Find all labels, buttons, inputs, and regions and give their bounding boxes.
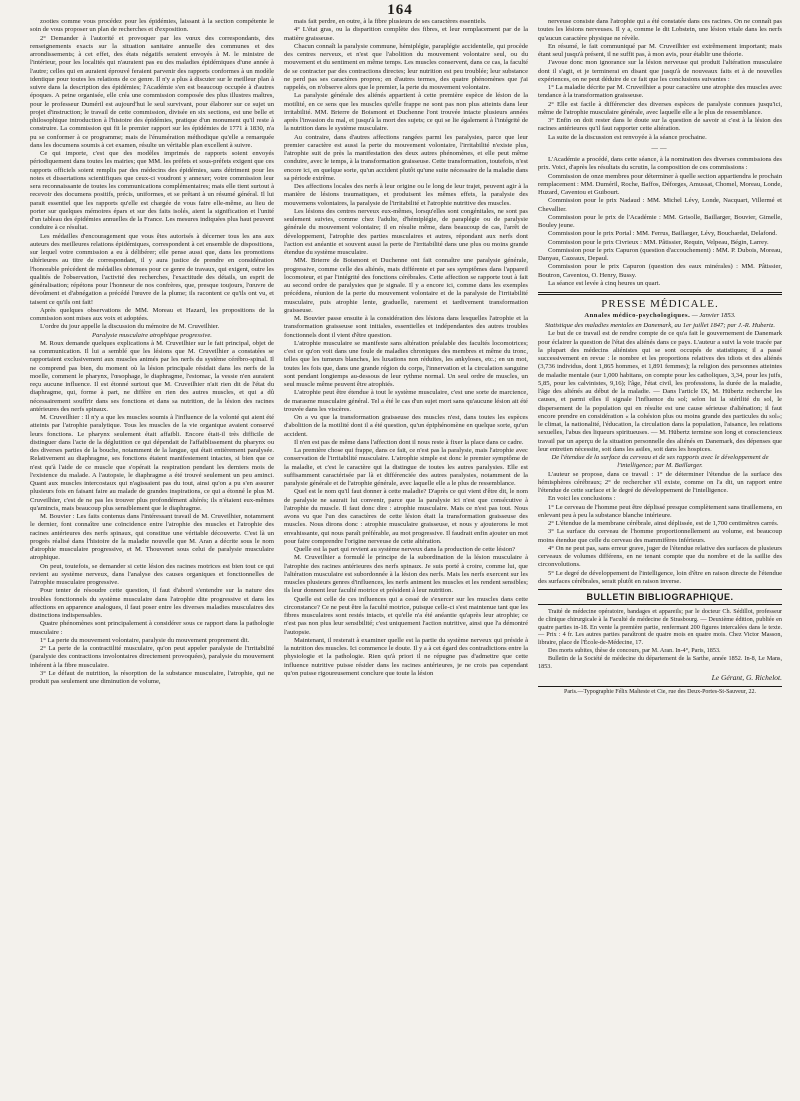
paragraph: Des morts subites, thèse de concours, par M. Aran. In-4°, Paris, 1853. xyxy=(548,646,721,654)
page-number: 164 xyxy=(387,2,413,18)
paragraph: 1° La perte du mouvement volontaire, paralysie du mouvement proprement dit. xyxy=(40,636,250,644)
press-source xyxy=(538,312,782,320)
paragraph: L'ordre du jour appelle la discussion du mémoire de M. Cruveilhier. xyxy=(40,323,220,331)
paragraph: J'avoue donc mon ignorance sur la lésion nerveuse qui produit l'altération musculaire dont il s'agit, et je terminerai en disant que jusqu'à de nouveaux faits et à de nouvelles expériences, on ne peut déduire de ce fait que les conclusions suivantes : xyxy=(538,59,782,83)
paragraph: L'Académie a procédé, dans cette séance, à la nomination des diverses commissions des prix. Voici, d'après les résultats du scrutin, la composition de ces commissions : xyxy=(538,156,782,172)
paragraph: 3° La surface du cerveau de l'homme proportionnellement au volume, est beaucoup moins étendue que celle du cerveau des mammifères inférieurs. xyxy=(538,528,782,544)
bibliography-list xyxy=(538,608,782,670)
paragraph: Quelle est la part qui revient au système nerveux dans la production de cette lésion? xyxy=(294,546,516,553)
paragraph: 2° Elle est facile à différencier des diverses espèces de paralysie connues jusqu'ici, même de l'atrophie musculaire générale, avec laquelle elle a le plus de ressemblance. xyxy=(538,100,782,116)
paragraph: Les médailles d'encouragement que vous êtes autorisés à décerner tous les ans aux auteurs des meilleures relations épidémiques, correspondent à cet ensemble de dispositions, sur lequel votre commission a eu à délibérer; elle pense aussi que, dans les promotions ultérieures au titre de correspondant, il y aura justice de prendre en considération l'honorable précédent de médailles obtenues pour ce genre de travaux, qui exigent, outre les qualités de l'observation, l'activité des recherches, l'exactitude des détails, un esprit de généralisation; répétons pour l'honneur de nos confrères, que, presque toujours, l'œuvre de dévoûment et d'abnégation a précédé l'œuvre de la plume; ils racontent ce qu'ils ont vu, et taisent ce qu'ils ont fait! xyxy=(30,232,274,306)
paragraph: L'atrophie musculaire se manifeste sans altération préalable des facultés locomotrices; c'est ce qu'on voit dans une foule de maladies chroniques des membres et même du tronc, telles que les tumeurs blanches, les luxations non réduites, les ankyloses, etc.; en un mot, toutes les fois que, dans une grande région du corps, l'innervation et la circulation sanguine sont pendant longtemps au-dessous de leur rythme normal. Un seul ordre de muscles, un seul muscle même peuvent être atrophiés. xyxy=(284,339,528,388)
paragraph: Commission pour le prix Capuron (question d'accouchement) : MM. P. Dubois, Moreau, Danyau, Cazeaux, Depaul. xyxy=(538,246,782,262)
paragraph: Bulletin de la Société de médecine du département de la Sarthe, année 1852. In-8, Le Mans, 1853. xyxy=(538,654,782,670)
paragraph: La paralysie générale des aliénés appartient à cette première espèce de lésion de la motilité, en ce sens que les muscles qu'elle frappe ne sont pas non plus atteints dans leur irritabilité. MM. Brierre de Boismont et Duchenne l'ont trouvée intacte plusieurs années après l'invasion du mal, et jusqu'à la mort des sujets; ce qui se lie également à l'intégrité de la nutrition dans le système musculaire. xyxy=(284,92,528,133)
paragraph: nerveuse consiste dans l'atrophie qui a été constatée dans ces racines. On ne connaît pas toutes les lésions nerveuses. Il y a, comme le dit Lobstein, une lésion vitale dans les nerfs qu'aucun caractère physique ne révèle. xyxy=(538,18,782,42)
paragraph: En voici les conclusions : xyxy=(548,495,616,503)
signature: Le Gérant, G. Richelot. xyxy=(711,673,782,683)
paragraph: Le but de ce travail est de rendre compte de ce qu'a fait le gouvernement de Danemark pour éclairer la question de l'état des aliénés dans ce pays. L'auteur a suivi la voie tracée par la plupart des médecins aliénistes qui se sont occupés de statistiques; il a passé successivement en revue : le nombre et les proportions relatives des idiots et des aliénés (3,736 individus, dont 1,865 hommes, et 1,891 femmes); la religion des personnes atteintes de maladie mentale (sur 1,000 habitans, on compte pour les catholiques, 3,34, pour les juifs, 5,85, pour les calvinistes, 9,16); l'âge, l'état civil, les professions, la durée de la maladie, l'âge des aliénés au début de la maladie. — Dans l'article IX, M. Hübertz recherche les causes, et parmi elles il signale l'influence du sol; selon lui la stérilité du sol, le dispersement de la population qui en résulte est une cause sérieuse d'aliénation; il faut encore prendre en considération « la cohésion plus ou moins grande des particules du sol»; le climat, la nationalité, l'éducation, la circulation dans la population, l'aisance, les relations sexuelles, l'abus des liqueurs spiritueuses. — M. Hübertz termine son long et consciencieux travail par un aperçu de la situation personnelle des aliénés en Danemark, des dépenses que leur entretien nécessite, soit dans les asiles, soit dans les hospices. xyxy=(538,330,782,453)
paragraph: Quatre phénomènes sont principalement à considérer sous ce rapport dans la pathologie musculaire : xyxy=(30,620,274,636)
paragraph: mais fait perdre, en outre, à la fibre plusieurs de ses caractères essentiels. xyxy=(294,18,487,25)
column-1 xyxy=(30,18,274,1093)
paragraph: 4° On ne peut pas, sans erreur grave, juger de l'étendue relative des surfaces de plusieurs cerveaux de volumes différens, en ne tenant compte que du nombre et de la saillie des circonvolutions. xyxy=(538,544,782,569)
paragraph: 2° L'étendue de la membrane cérébrale, ainsi déplissée, est de 1,700 centimètres carrés. xyxy=(548,520,779,527)
paragraph: M. Bouvier : Les faits contenus dans l'intéressant travail de M. Cruveilhier, notamment le dernier, font connaître une coïncidence entre l'atrophie des muscles et l'atrophie des racines antérieures des nerfs spinaux, qui constitue une véritable découverte. C'est là un progrès réalisé dans l'histoire de la maladie nouvelle que M. Aran a décrite sous le nom d'atrophie musculaire progressive, et M. Thouvenet sous celui de paralysie musculaire atrophique. xyxy=(30,513,274,562)
printer-line: Paris.—Typographie Félix Malteste et Cie, rue des Deux-Portes-St-Sauveur, 22. xyxy=(538,686,782,696)
paragraph: Ce qui importe, c'est que des modèles imprimés de rapports soient envoyés périodiquement dans toutes les mairies; que MM. les préfets et sous-préfets exigent que ces rapports officiels soient remplis par des médecins des épidémies, sans détriment pour les notes et dissertations scientifiques que ceux-ci voudront y annexer; votre commission leur sera reconnaissante de toutes les communications complémentaires; mais elle tient surtout à recevoir des documens positifs, précis, uniformes, et se prêtant à un résumé général. Il lui parait essentiel que les rapports qu'elle est chargée de vous faire elle-même, au lieu de porter sur quelques mémoires épars et sur des faits isolés, aient la signification et l'unité d'un tableau des épidémies annuelles de la France. Les mesures indiquées plus haut peuvent conduire à ce résultat. xyxy=(30,150,274,232)
paragraph: Au contraire, dans d'autres affections rangées parmi les paralysies, parce que leur premier caractère est aussi la perte du mouvement volontaire, l'irritabilité n'existe plus, l'atrophie suit de près la manifestation des deux autres phénomènes, et elle peut même conduire, avec le temps, à la transformation graisseuse. Cette transformation, toutefois, n'est encore ici, en quelque sorte, qu'un accident plutôt qu'une suite nécessaire de la maladie dans sa période extrême. xyxy=(284,133,528,182)
press-articles xyxy=(538,322,782,586)
paragraph: Des affections locales des nerfs à leur origine ou le long de leur trajet, peuvent agir à la manière de lésions traumatiques, et produisent les mêmes effets, la paralysie des mouvemens volontaires, la paralysie de l'irritabilité et l'atrophie nutritive des muscles. xyxy=(284,183,528,207)
paragraph: Maintenant, il resterait à examiner quelle est la partie du système nerveux qui préside à la nutrition des muscles. Ici commence le doute. Il y a à cet égard des contradictions entre la physiologie et la pathologie. Rien qu'à priori il ne répugne pas d'admettre que cette influence nutritive puisse résider dans les racines antérieures, je ne crois pas cependant qu'on puisse rigoureusement conclure que toute la lésion xyxy=(284,636,528,677)
paragraph: 1° La maladie décrite par M. Cruveilhier a pour caractère une atrophie des muscles avec tendance à la transformation graisseuse. xyxy=(538,84,782,100)
paragraph: Traité de médecine opératoire, bandages et appareils; par le docteur Ch. Sédillot, professeur de clinique chirurgicale à la Faculté de médecine de Strasbourg. — Deuxième édition, publiée en quatre parties in-18. En vente la première partie, renfermant 200 figures intercalées dans le texte. — Prix : 4 fr. Les autres parties paraîtront de quatre mois en quatre mois. Chez Victor Masson, libraire, place de l'École-de-Médecine, 17. xyxy=(538,608,782,647)
paragraph: M. Roux demande quelques explications à M. Cruveilhier sur le fait principal, objet de sa communication. Il lui a semblé que les lésions que M. Cruveilhier a constatées se rapportaient exclusivement aux muscles animés par les nerfs du système cérébro-spinal. Il ne comprend pas bien, du moment où la lésion principale résidait dans les nerfs de la moelle, comment le pharynx, l'œsophage, le diaphragme, l'estomac, la vessie n'en auraient reçu aucune influence. Il est étonné surtout que M. Cruveilhier n'ait rien dit de l'état du diaphragme, qui, forme à part, ne diffère en rien des autres muscles, et qui a dû nécessairement souffrir dans ses fonctions et dans sa nutrition, de la lésion des racines antérieures des nerfs spinaux. xyxy=(30,339,274,413)
press-source-name: Annales médico-psychologiques. xyxy=(584,312,691,319)
paragraph: M. Cruveilhier : Il n'y a que les muscles soumis à l'influence de la volonté qui aient été atteints par l'atrophie paralytique. Tous les muscles de la vie organique avaient conservé leurs fonctions. Le pharynx seulement était affaibli. Encore était-il très difficile de distinguer dans l'acte de la déglutition ce qui dépendait de l'affaiblissement du pharynx ou des diverses parties de la bouche, notamment de la langue, qui était entièrement paralysée. Relativement au diaphragme, ses fonctions étaient manifestement intactes, si bien que ce n'est qu'à l'aide de ce muscle que s'opérait la respiration pendant les derniers mois de l'existence du malade. A l'autopsie, le diaphragme a été trouvé seulement un peu aminci. Quant aux muscles intercostaux qui n'agissaient pas du tout, ainsi qu'on a pu s'en assurer plusieurs fois en faisant faire au malade de grandes inspirations, ce qui a étonné le plus M. Cruveilhier, c'est de ne pas les trouver plus profondément altérés; ils n'étaient eux-mêmes qu'amincis, mais beaucoup plus sensiblement que le diaphragme. xyxy=(30,414,274,512)
separator: —— xyxy=(651,144,669,152)
section-heading: Paralysie musculaire atrophique progressive. xyxy=(92,331,212,339)
press-source-date: — Janvier 1853. xyxy=(690,312,736,319)
paragraph: Après quelques observations de MM. Moreau et Hazard, les propositions de la commission sont mises aux voix et adoptées. xyxy=(30,306,274,322)
paragraph: zooties comme vous procédez pour les épidémies, laissant à la section compétente le soin de vous proposer un plan de recherches et d'exposition. xyxy=(30,18,274,34)
section-heading: De l'étendue de la surface du cerveau et de ses rapports avec le développement de l'intelligence; par M. Baillarger. xyxy=(551,454,769,470)
double-rule xyxy=(538,292,782,295)
paragraph: Quel est le nom qu'il faut donner à cette maladie? D'après ce qui vient d'être dit, le nom de paralysie ne saurait lui convenir, parce que la paralysie ici n'est que consécutive à l'atrophie du muscle. Il faut donc dire : atrophie musculaire. Mais ce n'est pas tout. Nous avons vu que l'un des caractères de cette lésion était la transformation graisseuse des muscles. Nous dirons donc : atrophie musculaire graisseuse, et nous y ajouterons le mot envahissante, qui nous paraît préférable, au mot progressive. Il faudrait enfin ajouter un mot pour faire comprendre l'origine nerveuse de cette altération. xyxy=(284,488,528,545)
paragraph: Chacun connaît la paralysie commune, hémiplégie, paraplégie accidentelle, qui procède des centres nerveux, et n'est que l'abolition du mouvement volontaire seul, ou du mouvement et du sentiment en même temps. Les muscles conservent, dans ce cas, la faculté de se contracter par des contractions directes; leur nutrition est peu troublée; leur substance ne perd pas ses caractères propres; en d'autres termes, des quatre phénomènes que j'ai rappelés, on n'observe alors que le premier, la perte du mouvement volontaire. xyxy=(284,42,528,91)
paragraph: Commission de onze membres pour déterminer à quelle section appartiendra le prochain remplacement : MM. Duméril, Roche, Baffos, Déforges, Amussat, Chomel, Moreau, Londe, Huzard, Caventou et Guibourt. xyxy=(538,172,782,196)
bulletin-title: BULLETIN BIBLIOGRAPHIQUE. xyxy=(538,589,782,605)
paragraph: 5° Le degré de développement de l'intelligence, loin d'être en raison directe de l'étendue des surfaces cérébrales, serait plutôt en raison inverse. xyxy=(538,569,782,585)
section-heading: Statistique des maladies mentales en Danemark, au 1er juillet 1847; par J.-R. Hubertz. xyxy=(544,322,775,329)
paragraph: L'atrophie peut être étendue à tout le système musculaire, c'est une sorte de marcience, de marasme musculaire général. Tel a été le cas d'un sujet mort sans qu'aucune lésion ait été trouvée dans les viscères. xyxy=(284,389,528,413)
section-title: PRESSE MÉDICALE. xyxy=(601,298,719,310)
paragraph: La première chose qui frappe, dans ce fait, ce n'est pas la paralysie, mais l'atrophie avec conservation de l'irritabilité musculaire. L'atrophie simple est donc le premier symptôme de la maladie, et c'est le caractère qui la distingue de toutes les autres paralysies. Elle est suffisamment caractérisée par là et différenciée des autres paralysies, notamment de la paralysie générale et de l'atrophie générale, avec laquelle elle a le plus de ressemblance. xyxy=(284,447,528,487)
paragraph: Commission pour le prix Civrieux : MM. Pâtissier, Requin, Velpeau, Bégin, Larrey. xyxy=(548,238,769,246)
paragraph: MM. Brierre de Boismont et Duchenne ont fait connaître une paralysie générale, progressive, comme celle des aliénés, mais différente et par ses symptômes dans l'appareil locomoteur, et par l'intégrité des fonctions cérébrales. Cette affection se rapporte tout à fait au second ordre de paralysies que je signale. Il y a encore ici, comme dans les exemples précédens, réunion de la perte du mouvement volontaire et de la paralysie de l'irritabilité musculaire, puis atrophie lente, graduelle, rarement et tardivement transformation graisseuse. xyxy=(284,257,528,314)
paragraph: Commission pour le prix Portal : MM. Ferrus, Baillarger, Lévy, Bouchardat, Delafond. xyxy=(548,230,778,238)
paragraph: Les lésions des centres nerveux eux-mêmes, lorsqu'elles sont congénitales, ne sont pas seulement suivies, comme chez l'adulte, d'hémiplégie, de paraplégie ou de paralysie générale du mouvement volontaire; il en résulte même, dans beaucoup de cas, l'arrêt de développement, l'atrophie des parties musculaires et autres, répondant aux nerfs dont l'action est anéantie et souvent aussi la perte de l'irritabilité dans une plus ou moins grande étendue du système musculaire. xyxy=(284,207,528,256)
paragraph: M. Bouvier passe ensuite à la considération des lésions dans lesquelles l'atrophie et la transformation graisseuse sont initiales, essentielles et indépendantes des autres troubles fonctionnels dont il vient d'être question. xyxy=(284,315,528,339)
paragraph: En résumé, le fait communiqué par M. Cruveilhier est extrêmement important; mais étant seul jusqu'à présent, il ne suffit pas, à mon avis, pour établir une théorie. xyxy=(538,42,782,58)
paragraph: Commission pour le prix de l'Académie : MM. Grisolle, Baillarger, Bouvier, Gimelle, Bouley jeune. xyxy=(538,213,782,229)
column-3 xyxy=(538,18,782,1093)
paragraph: 4° L'état gras, ou la disparition complète des fibres, et leur remplacement par de la matière graisseuse. xyxy=(284,26,528,42)
paragraph: 1° Le cerveau de l'homme peut être déplissé presque complètement sans tiraillemens, en enlevant peu à peu la substance blanche intérieure. xyxy=(538,503,782,519)
paragraph: L'auteur se propose, dans ce travail : 1° de déterminer l'étendue de la surface des hémisphères cérébraux; 2° de rechercher s'il existe, comme on l'a dit, un rapport entre l'étendue de cette surface et le degré de développement de l'intelligence. xyxy=(538,470,782,494)
paragraph: La séance est levée à cinq heures un quart. xyxy=(548,279,661,287)
paragraph: 2° Demander à l'autorité et provoquer par les vœux des correspondants, des renseignements exacts sur la situation sanitaire annuelle des communes et des arrondissements; à cet effet, des états négatifs seraient envoyés à M. le ministre de l'intérieur, pour les localités qui n'auraient pas eu des maladies épidémiques d'une année à l'autre; celles qui en auraient éprouvé feraient parvenir des rapports conformes à un modèle identique pour toutes les relations de ce genre. Il n'y a plus à discuter sur le meilleur plan à suivre dans la description des épidémies; l'Académie s'en est beaucoup occupée à d'autres époques. A peine organisée, elle créa une commission composée des plus illustres maîtres, pour le professeur Duméril est aujourd'hui le seul survivant, pour élaborer sur ce sujet un projet d'instruction; le travail de cette commission, divisée en six sections, est une belle et philosophique introduction à l'histoire des épidémies, pratique d'un monument qu'il reste à construire. La commission qui fit le premier rapport sur les épidémies de 1771 à 1830, n'a pu se conformer à ce programme; mais de l'énumération méthodique qu'elle a remarquée dans les documens soumis à cet examen, résulte un véritable plan excellent à suivre. xyxy=(30,34,274,149)
academy-continuation xyxy=(538,18,782,142)
columns xyxy=(30,18,782,1093)
commissions-list xyxy=(538,156,782,288)
paragraph: La suite de la discussion est renvoyée à la séance prochaine. xyxy=(548,133,707,141)
paragraph: 3° Enfin on doit rester dans le doute sur la question de savoir si c'est à la lésion des racines antérieures qu'il faut rapporter cette altération. xyxy=(538,117,782,133)
paragraph: Quelle est celle de ces influences qui a cessé de s'exercer sur les muscles dans cette circonstance? Ce ne peut être la faculté motrice, puisque celle-ci s'est maintenue tant que les fibres musculaires sont restés intacts, et qu'elle n'a été anéantie qu'après leur atrophie; ce n'est pas non plus leur sensibilité; c'est uniquement l'action nutritive, ainsi que l'a démontré l'autopsie. xyxy=(284,595,528,636)
paragraph: 3° Le défaut de nutrition, la résorption de la substance musculaire, l'atrophie, qui ne produit pas seulement une diminution de volume, xyxy=(30,669,274,685)
paragraph: On a vu que la transformation graisseuse des muscles n'est, dans toutes les espèces d'abolition de la motilité dont il a été question, qu'un épiphénomène en quelque sorte, qu'un accident. xyxy=(284,414,528,438)
paragraph: Il n'en est pas de même dans l'affection dont il nous reste à fixer la place dans ce cadre. xyxy=(294,438,524,446)
paragraph: On peut, toutefois, se demander si cette lésion des racines motrices est bien tout ce qui revient au système nerveux, dans l'analyse des causes organiques et fonctionnelles de l'atrophie musculaire progressive. xyxy=(30,562,274,586)
column-2 xyxy=(284,18,528,1093)
paragraph: Commission pour le prix Capuron (question des eaux minérales) : MM. Pâtissier, Boutron, Caventou, O. Henry, Bussy. xyxy=(538,263,782,279)
paragraph: 2° La perte de la contractilité musculaire, qu'on peut appeler paralysie de l'irritabilité (paralysie des contractions involontaires directement provoquées), paralysie du mouvement inhérent à la fibre musculaire. xyxy=(30,645,274,669)
paragraph: Commission pour le prix Nadaud : MM. Michel Lévy, Londe, Nacquart, Villermé et Chevallier. xyxy=(538,197,782,213)
paragraph: Pour tenter de résoudre cette question, il faut d'abord s'entendre sur la nature des troubles fonctionnels du système musculaire dans l'atrophie dite progressive et dans les affections en apparence analogues, il faut poser entre les diverses maladies musculaires des distinctions indispensables. xyxy=(30,587,274,619)
paragraph: M. Cruveilhier a formulé le principe de la subordination de la lésion musculaire à l'atrophie des racines antérieures des nerfs spinaux. Je suis porté à croire, comme lui, que l'altération musculaire est subordonnée à la lésion des nerfs. Mais les nerfs exercent sur les muscles plusieurs genres d'influences, les nerfs animent les muscles et les rendent sensibles; ils leur donnent leur faculté motrice et président à leur nutrition. xyxy=(284,554,528,595)
